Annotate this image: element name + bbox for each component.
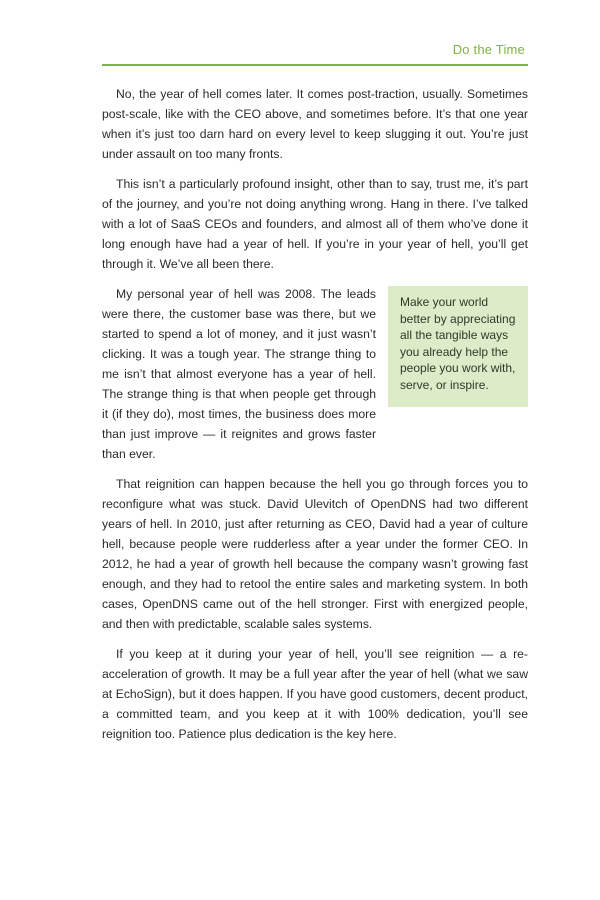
running-header: Do the Time xyxy=(452,42,525,57)
paragraph-5: If you keep at it during your year of hell, you’ll see reignition — a re-acceleration of growth. It may be a full year after the year of hell (what we saw at EchoSign), but it does happen. If you have good customers, decent product, a committed team, and you keep at it with 100% dedication, you’ll see reignition too. Patience plus dedication is the key here. xyxy=(102,647,528,741)
paragraph-with-callout xyxy=(102,284,528,464)
paragraph-4: That reignition can happen because the hell you go through forces you to reconfigure what was stuck. David Ulevitch of OpenDNS had two different years of hell. In 2010, just after returning as CEO, David had a year of culture hell, because people were rudderless after a year under the former CEO. In 2012, he had a year of growth hell because the company wasn’t growing fast enough, and they had to retool the entire sales and marketing system. In both cases, OpenDNS came out of the hell stronger. First with energized people, and then with predictable, scalable sales systems. xyxy=(102,477,528,631)
paragraph-3: My personal year of hell was 2008. The leads were there, the customer base was there, but we started to spend a lot of money, and it just wasn’t clicking. It was a tough year. The strange thing to me isn’t that almost everyone has a year of hell. The strange thing is that when people get through it (if they do), most times, the business does more than just improve — it reignites and grows faster than ever. xyxy=(102,287,376,461)
page-body xyxy=(102,84,528,754)
pull-quote-callout: Make your world better by appreciating all the tangible ways you already help the people you work with, serve, or inspire. xyxy=(388,286,528,407)
paragraph-2: This isn’t a particularly profound insight, other than to say, trust me, it’s part of the journey, and you’re not doing anything wrong. Hang in there. I’ve talked with a lot of SaaS CEOs and founders, and almost all of them who’ve done it long enough have had a year of hell. If you’re in your year of hell, you’ll get through it. We’ve all been there. xyxy=(102,177,528,271)
header-divider xyxy=(102,64,528,66)
paragraph-1: No, the year of hell comes later. It comes post-traction, usually. Sometimes post-scale, like with the CEO above, and sometimes before. It’s that one year when it’s just too darn hard on every level to keep slugging it out. You’re just under assault on too many fronts. xyxy=(102,87,528,161)
